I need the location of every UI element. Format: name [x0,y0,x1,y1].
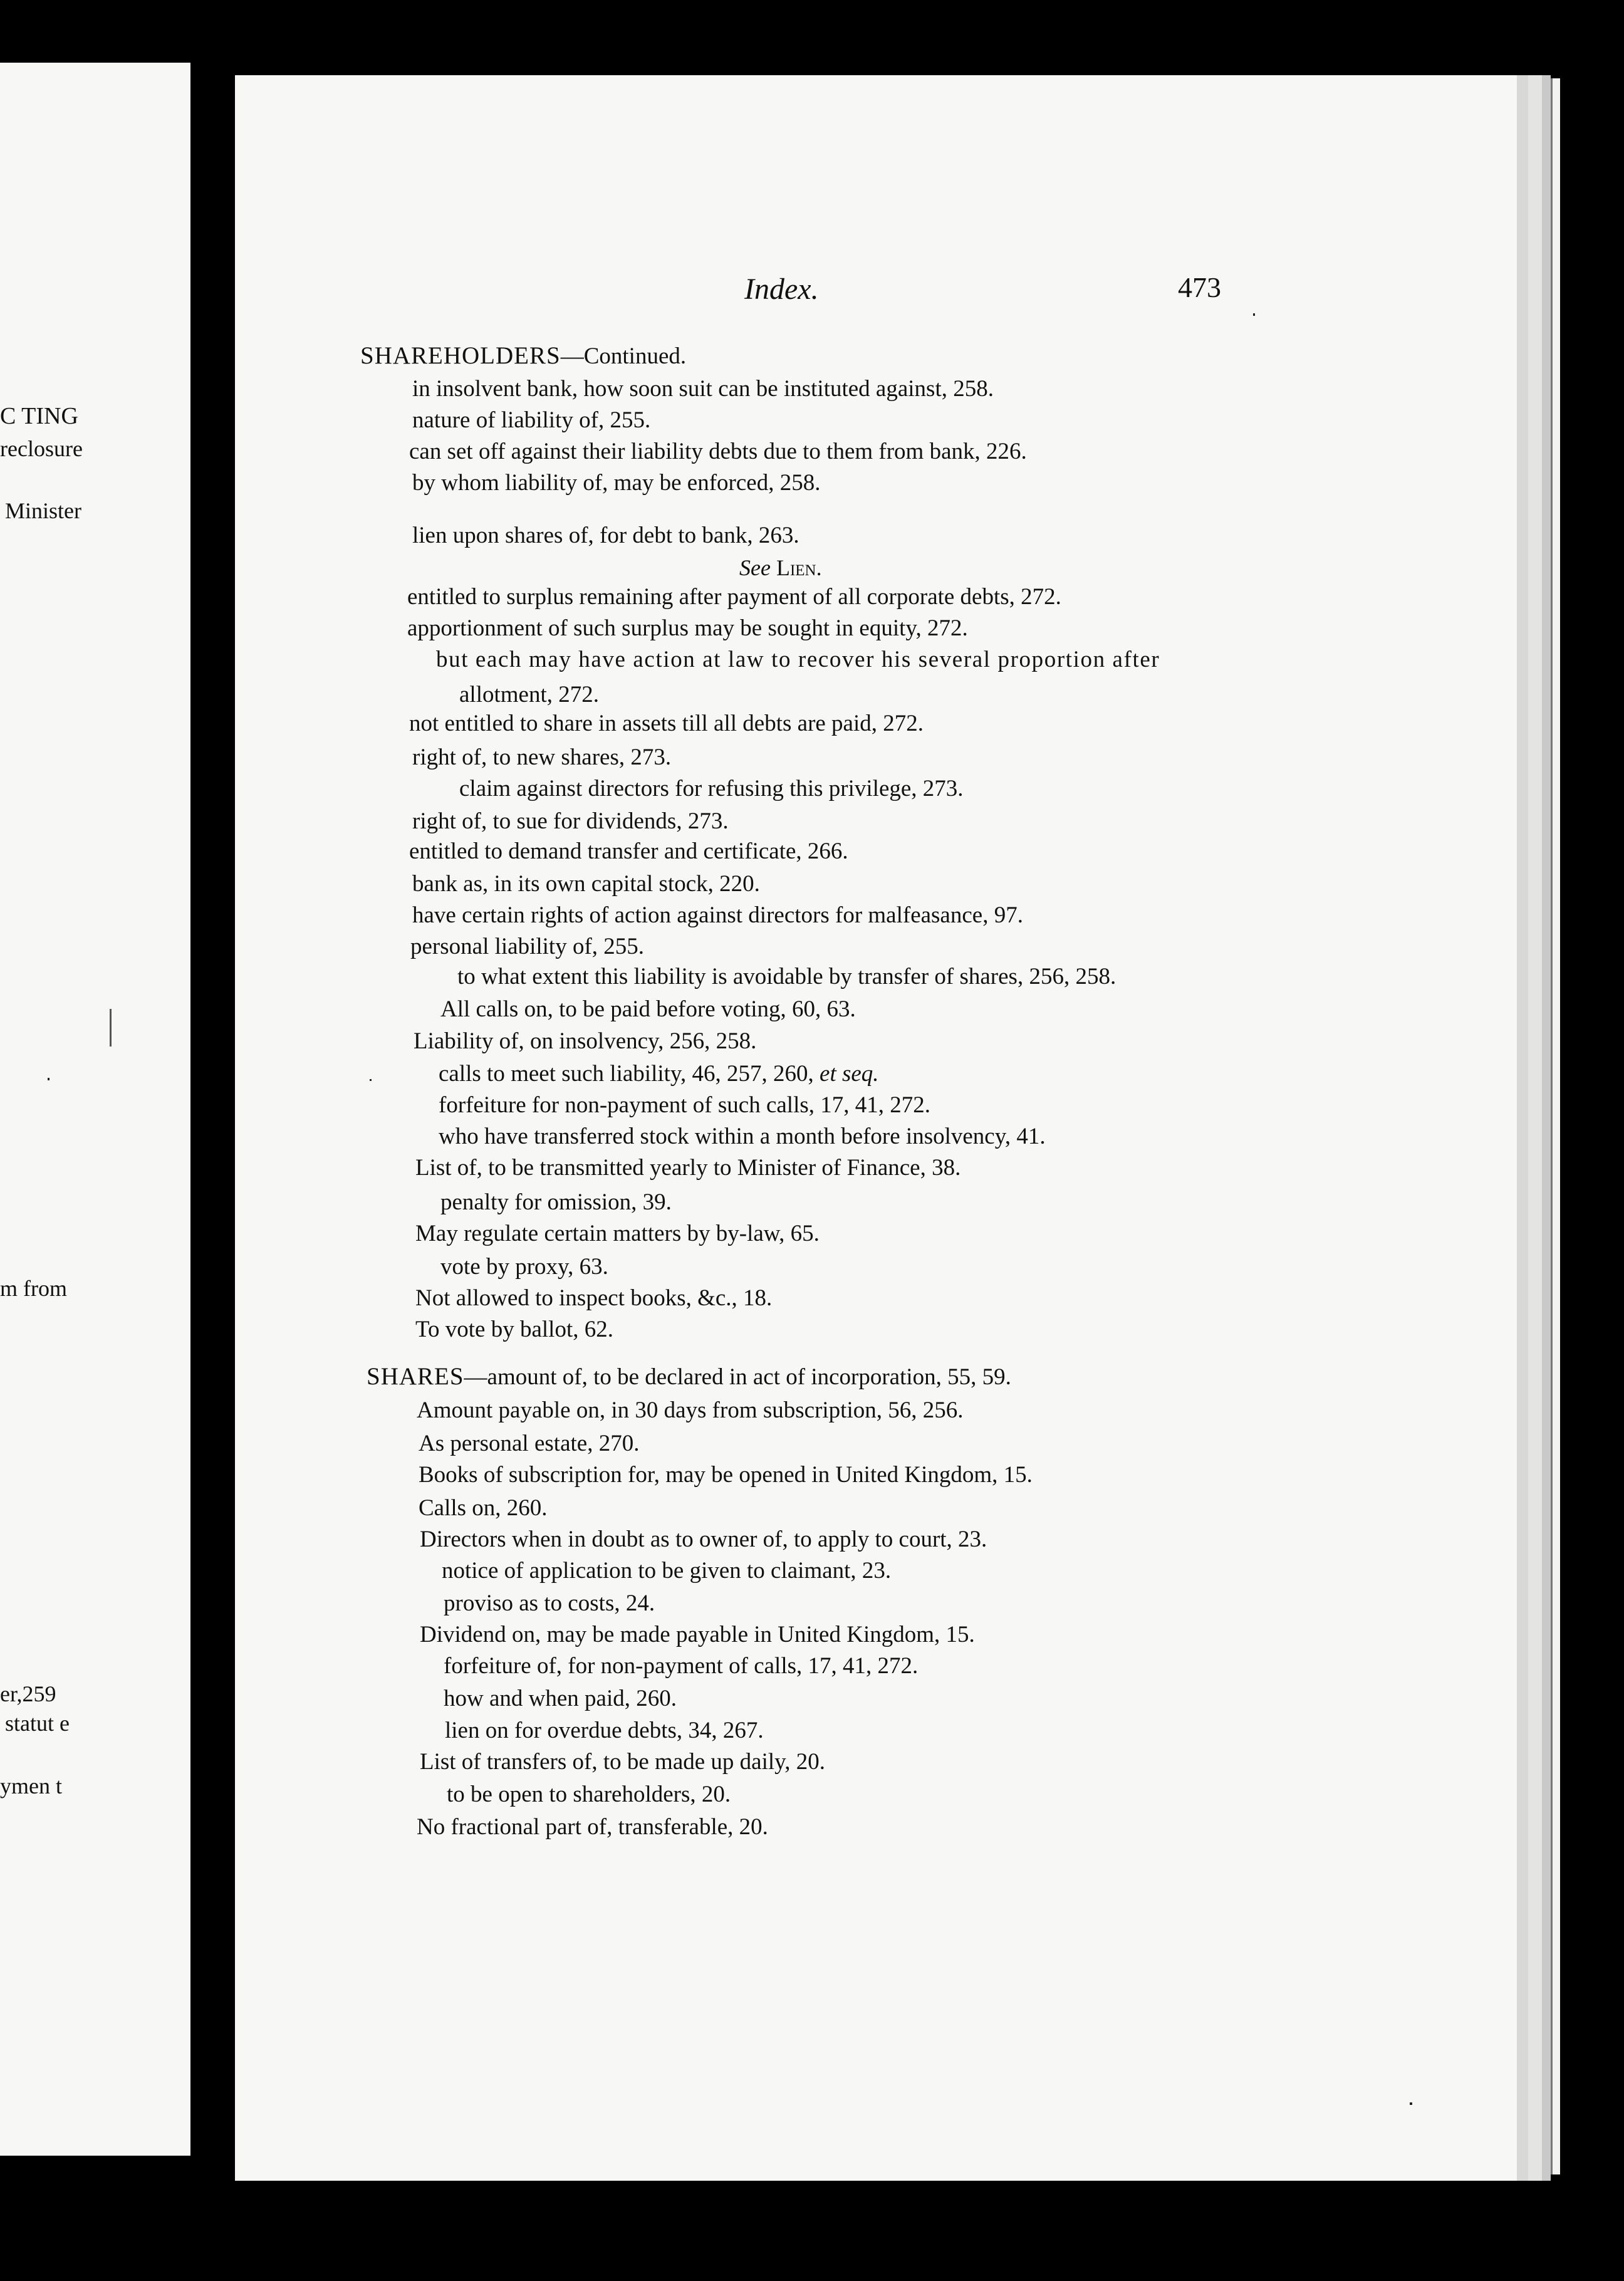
index-entry: May regulate certain matters by by-law, 65. [415,1221,820,1246]
scan-speck [110,1009,112,1047]
index-entry: notice of application to be given to claimant, 23. [442,1558,892,1584]
index-heading-shares [367,1364,1011,1389]
heading-suffix: —Continued. [560,343,687,369]
see-target: Lien. [776,555,822,580]
index-entry: proviso as to costs, 24. [444,1590,655,1616]
heading-word: SHAREHOLDERS [360,342,561,369]
index-heading-shareholders [360,343,686,368]
index-entry: nature of liability of, 255. [412,407,651,433]
index-entry: forfeiture for non-payment of such calls, 17, 41, 272. [439,1092,931,1118]
index-entry: All calls on, to be paid before voting, 60, 63. [440,996,856,1022]
index-entry: forfeiture of, for non-payment of calls, 17, 41, 272. [444,1653,919,1679]
index-entry: how and when paid, 260. [444,1686,677,1711]
index-entry: apportionment of such surplus may be sought in equity, 272. [407,615,968,641]
heading-word: SHARES [367,1363,464,1390]
index-entry: in insolvent bank, how soon suit can be instituted against, 258. [412,376,994,402]
left-fragment-line: reclosure [0,436,83,461]
scan-speck [1410,2102,1412,2105]
index-entry: Directors when in doubt as to owner of, to apply to court, 23. [420,1527,987,1552]
index-entry: to be open to shareholders, 20. [447,1782,731,1807]
index-entry: entitled to surplus remaining after payment of all corporate debts, 272. [407,584,1061,610]
left-page-fragment [0,63,190,2156]
index-entry: lien upon shares of, for debt to bank, 263. [412,523,799,548]
page-number: 473 [1178,271,1221,303]
et-seq-text: et seq. [820,1061,879,1087]
index-entry: personal liability of, 255. [410,934,645,959]
index-entry: lien on for overdue debts, 34, 267. [445,1718,764,1743]
index-entry: allotment, 272. [459,682,599,707]
index-entry: to what extent this liability is avoidable by transfer of shares, 256, 258. [457,964,1116,989]
index-entry: Liability of, on insolvency, 256, 258. [414,1028,757,1054]
index-entry: right of, to new shares, 273. [412,744,672,770]
index-entry: right of, to sue for dividends, 273. [412,808,729,834]
index-entry: vote by proxy, 63. [440,1254,608,1280]
entry-text: calls to meet such liability, 46, 257, 260, [439,1061,814,1087]
running-header-title: Index. [744,273,819,306]
index-entry: can set off against their liability debts due to them from bank, 226. [409,439,1027,464]
index-entry: have certain rights of action against directors for malfeasance, 97. [412,902,1023,928]
left-fragment-line: ymen t [0,1773,62,1798]
index-entry: As personal estate, 270. [419,1431,640,1456]
index-entry: Not allowed to inspect books, &c., 18. [415,1285,773,1311]
see-label: See [739,555,771,580]
index-entry: entitled to demand transfer and certificate, 266. [409,838,848,864]
index-entry: by whom liability of, may be enforced, 258. [412,470,821,496]
left-fragment-line: statut e [5,1711,70,1736]
scan-speck [1253,313,1255,316]
left-fragment-line: er,259 [0,1681,56,1706]
index-entry: To vote by ballot, 62. [415,1317,613,1342]
index-entry: No fractional part of, transferable, 20. [417,1814,768,1840]
left-fragment-line: Minister [5,498,81,523]
index-entry: claim against directors for refusing this privilege, 273. [459,776,964,801]
heading-suffix: —amount of, to be declared in act of incorporation, 55, 59. [464,1364,1011,1390]
index-entry: Books of subscription for, may be opened in United Kingdom, 15. [419,1462,1033,1488]
index-entry: List of, to be transmitted yearly to Minister of Finance, 38. [415,1155,961,1181]
index-entry: List of transfers of, to be made up daily, 20. [420,1749,825,1775]
page-edge [1551,78,1560,2174]
index-entry: bank as, in its own capital stock, 220. [412,871,760,897]
index-entry: not entitled to share in assets till all debts are paid, 272. [409,711,924,736]
see-also-reference [739,555,822,581]
index-entry: Amount payable on, in 30 days from subscription, 56, 256. [417,1397,964,1423]
index-entry: Calls on, 260. [419,1495,548,1521]
left-fragment-line: m from [0,1276,67,1301]
index-entry [439,1062,879,1085]
index-entry: penalty for omission, 39. [440,1189,672,1215]
left-fragment-line: C TING [0,403,78,429]
index-entry: but each may have action at law to recover his several proportion after [436,647,1160,672]
scan-speck [370,1079,372,1081]
scan-speck [48,1078,49,1080]
index-entry: who have transferred stock within a month before insolvency, 41. [439,1124,1046,1149]
index-entry: Dividend on, may be made payable in United Kingdom, 15. [420,1622,975,1647]
